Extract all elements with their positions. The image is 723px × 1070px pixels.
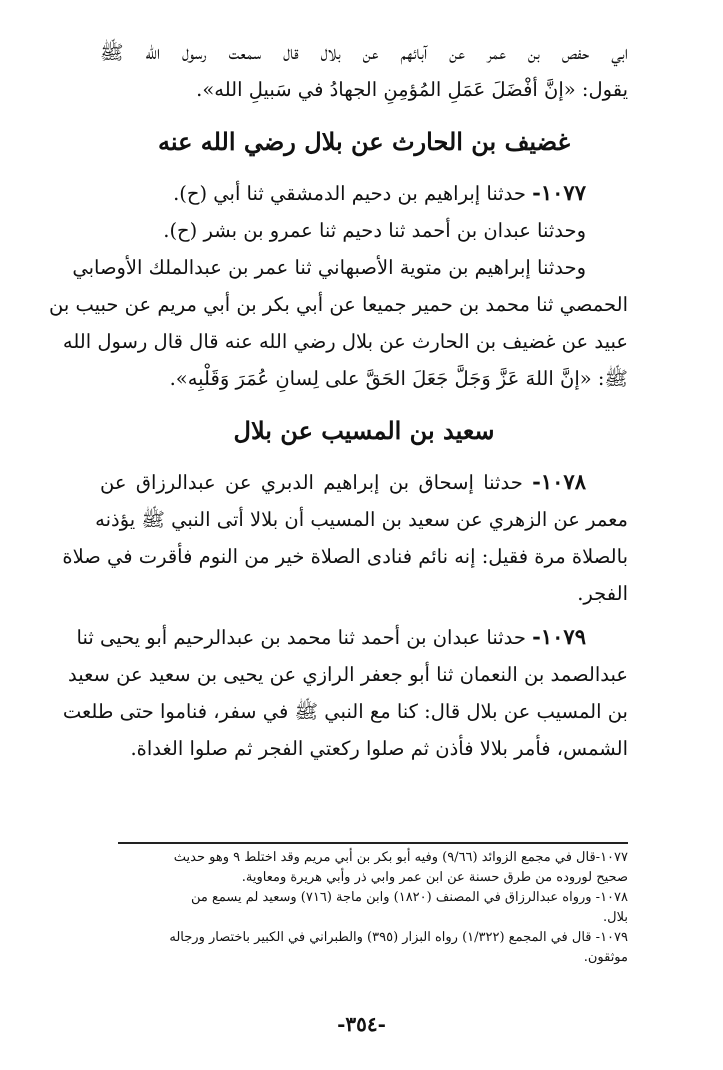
text-line: وحدثنا إبراهيم بن متوية الأصبهاني ثنا عمر بن عبدالملك الأوصابي — [72, 256, 586, 279]
footnote-line: بلال. — [603, 910, 628, 925]
text-line: ﷺ: «إنَّ اللهَ عَزَّ وَجَلَّ جَعَلَ الحَقَّ على لِسانِ عُمَرَ وَقَلْبِه». — [169, 367, 628, 390]
hadith-1078 — [62, 463, 628, 612]
footnote-line: صحيح لوروده من طرق حسنة عن ابن عمر وابي ذر وأبي هريرة ومعاوية. — [241, 870, 628, 885]
footnote-1078 — [100, 888, 628, 928]
text-segment: حدثنا عبدان بن أحمد ثنا محمد بن عبدالرحيم أبو يحيى ثنا — [76, 626, 526, 649]
text-segment: حدثنا إسحاق بن إبراهيم الدبري عن عبدالرزاق عن — [100, 471, 523, 494]
hadith-number: ١٠٧٩- — [532, 624, 586, 649]
page-number: -٣٥٤- — [337, 1012, 386, 1036]
section-heading-said: سعيد بن المسيب عن بلال — [233, 416, 495, 445]
footnote-line: ١٠٧٨- ورواه عبدالرزاق في المصنف (١٨٢٠) وابن ماجة (٧١٦) وسعيد لم يسمع من — [190, 890, 628, 905]
hadith-1079 — [62, 618, 628, 767]
text-line: الفجر. — [577, 582, 628, 605]
text-segment: حدثنا إبراهيم بن دحيم الدمشقي ثنا أبي (ح). — [173, 182, 526, 205]
text-line: يقول: «إنَّ أفْضَلَ عَمَلِ المُؤمِنِ الجهادُ في سَبيلِ الله». — [196, 78, 628, 101]
footnote-divider — [118, 842, 628, 844]
intro-block — [100, 34, 628, 108]
text-line: بالصلاة مرة فقيل: إنه نائم فنادى الصلاة خير من النوم فأقرت في صلاة — [62, 545, 628, 568]
text-line — [100, 174, 628, 212]
text-line: عبيد عن غضيف بن الحارث عن بلال رضي الله عنه قال قال رسول الله — [62, 330, 628, 353]
footnotes — [100, 848, 628, 968]
hadith-number: ١٠٧٨- — [532, 469, 586, 494]
text-line — [76, 618, 628, 656]
section-heading-ghudayf: غضيف بن الحارث عن بلال رضي الله عنه — [157, 127, 571, 156]
footnote-1077 — [100, 848, 628, 888]
text-line — [100, 463, 628, 501]
text-line: وحدثنا عبدان بن أحمد ثنا دحيم ثنا عمرو بن بشر (ح). — [163, 219, 586, 242]
text-line: عبدالصمد بن النعمان ثنا أبو جعفر الرازي عن يحيى بن سعيد عن سعيد — [68, 663, 628, 686]
footnote-line: ١٠٧٩- قال في المجمع (١/٣٢٢) رواه البزار (٣٩٥) والطبراني في الكبير باختصار ورجاله — [169, 930, 628, 945]
text-line: ابي حفص بن عمر عن آبائهم عن بلال قال سمعت رسول الله ﷺ — [100, 41, 628, 64]
hadith-1077 — [49, 174, 628, 397]
footnote-line: موثقون. — [583, 950, 628, 965]
text-line: الحمصي ثنا محمد بن حمير جميعا عن أبي بكر بن أبي مريم عن حبيب بن — [49, 293, 628, 316]
text-line: الشمس، فأمر بلالا فأذن ثم صلوا ركعتي الفجر ثم صلوا الغداة. — [130, 737, 628, 760]
hadith-number: ١٠٧٧- — [532, 180, 586, 205]
footnote-1079 — [100, 928, 628, 968]
text-line: بن المسيب عن بلال قال: كنا مع النبي ﷺ في سفر، فناموا حتى طلعت — [62, 700, 628, 723]
footnote-line: ١٠٧٧-قال في مجمع الزوائد (٩/٦٦) وفيه أبو بكر بن أبي مريم وقد اختلط ٩ وهو حديث — [173, 850, 628, 865]
text-line: معمر عن الزهري عن سعيد بن المسيب أن بلالا أتى النبي ﷺ يؤذنه — [95, 508, 628, 531]
